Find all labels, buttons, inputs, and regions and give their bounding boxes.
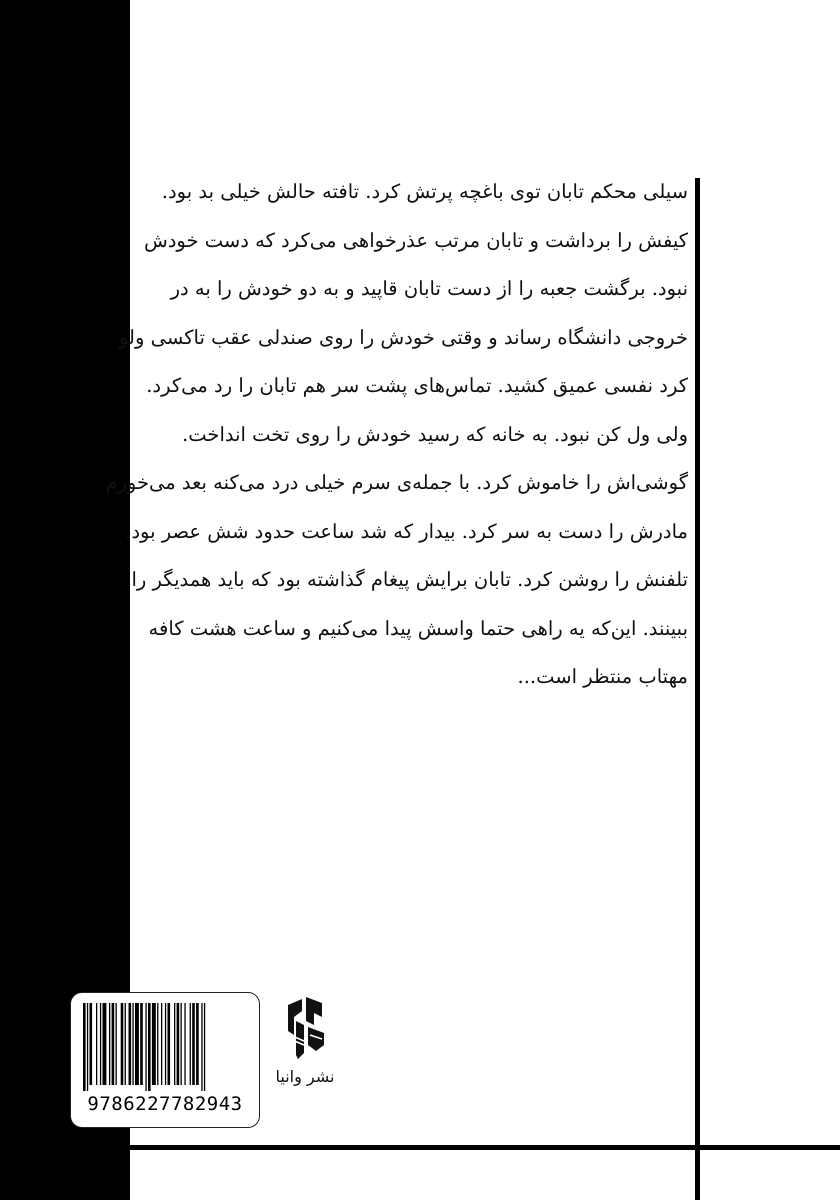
blurb-line: سیلی محکم تابان توی باغچه پرتش کرد. تافته حالش خیلی بد بود. — [161, 180, 688, 203]
blurb-line: مادرش را دست به سر کرد. بیدار که شد ساعت حدود شش عصر بود. — [125, 519, 688, 543]
vertical-rule — [695, 178, 700, 1200]
publisher-name: نشر وانیا — [275, 1067, 335, 1086]
publisher-logo — [270, 995, 340, 1105]
blurb-line: ببینند. این‌که یه راهی حتما واسش پیدا می‌کنیم و ساعت هشت کافه — [148, 616, 688, 640]
horizontal-rule — [130, 1145, 840, 1150]
blurb-line: ولی ول کن نبود. به خانه که رسید خودش را روی تخت انداخت. — [182, 422, 688, 446]
barcode-bars — [83, 1003, 249, 1091]
blurb-line: کرد نفسی عمیق کشید. تماس‌های پشت سر هم تابان را رد می‌کرد. — [146, 374, 688, 397]
blurb-line: مهتاب منتظر است... — [517, 665, 688, 688]
publisher-logo-icon — [280, 995, 330, 1063]
blurb-line: نبود. برگشت جعبه را از دست تابان قاپید و به دو خودش را به در — [170, 277, 688, 300]
blurb-line: تلفنش را روشن کرد. تابان برایش پیغام گذاشته بود که باید همدیگر را — [131, 568, 688, 591]
blurb-line: خروجی دانشگاه رساند و وقتی خودش را روی صندلی عقب تاکسی ولو — [118, 325, 688, 349]
isbn-number: 9786227782943 — [87, 1093, 243, 1115]
blurb-line: گوشی‌اش را خاموش کرد. با جمله‌ی سرم خیلی درد می‌کنه بعد می‌خورم — [105, 471, 688, 494]
blurb-line: کیفش را برداشت و تابان مرتب عذرخواهی می‌کرد که دست خودش — [143, 228, 688, 252]
isbn-barcode — [70, 992, 260, 1128]
back-cover-blurb — [105, 168, 688, 702]
